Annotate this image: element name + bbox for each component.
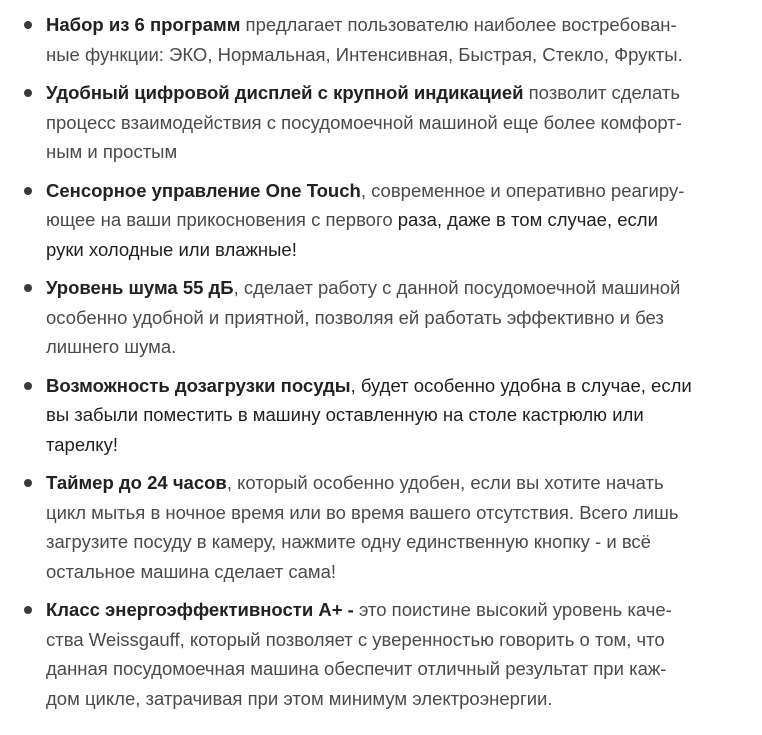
text-line xyxy=(46,595,758,625)
feature-title: Набор из 6 программ xyxy=(46,14,241,35)
feature-description: ные функции: ЭКО, Нормальная, Интенсивная, Быстрая, Стекло, Фрукты. xyxy=(46,43,683,65)
feature-item xyxy=(0,371,762,460)
feature-description: загрузите посуду в камеру, нажмите одну единственную кнопку - и всё xyxy=(46,531,651,552)
text-line xyxy=(46,371,758,401)
feature-item xyxy=(0,176,762,265)
text-line xyxy=(46,625,758,655)
feature-description: лишнего шума. xyxy=(46,336,177,357)
bullet-icon xyxy=(24,187,32,195)
feature-description: особенно удобной и приятной, позволяя ей работать эффективно и без xyxy=(46,306,664,328)
feature-description: , современное и оперативно реагиру- xyxy=(360,179,685,201)
text-line xyxy=(46,332,758,362)
feature-description: цикл мытья в ночное время или во время вашего отсутствия. Всего лишь xyxy=(46,501,679,523)
feature-description: данная посудомоечная машина обеспечит отличный результат при каж- xyxy=(46,658,667,679)
text-line xyxy=(46,235,758,265)
feature-title: Уровень шума 55 дБ xyxy=(46,277,234,298)
feature-item xyxy=(0,595,762,713)
feature-item xyxy=(0,273,762,362)
feature-description: ства Weissgauff, который позволяет с уверенностью говорить о том, что xyxy=(46,628,665,650)
text-line xyxy=(46,400,758,430)
feature-description: позволит сделать xyxy=(523,82,680,103)
text-line xyxy=(46,176,758,206)
feature-description: дом цикле, затрачивая при этом минимум электроэнергии. xyxy=(46,687,553,709)
bullet-icon xyxy=(24,606,32,614)
text-line xyxy=(46,273,758,303)
text-line xyxy=(46,10,758,40)
feature-description: раза, даже в том случае, если xyxy=(397,209,658,230)
feature-title: Класс энергоэффективности A+ - xyxy=(46,599,359,620)
text-line xyxy=(46,527,758,557)
feature-description: предлагает пользователю наиболее востребован- xyxy=(240,14,677,35)
feature-description: , который особенно удобен, если вы хотите начать xyxy=(226,472,664,493)
feature-description: руки холодные или влажные! xyxy=(46,238,297,260)
text-line xyxy=(46,303,758,333)
bullet-icon xyxy=(24,382,32,390)
bullet-icon xyxy=(24,89,32,97)
text-line xyxy=(46,108,758,138)
feature-description: , сделает работу с данной посудомоечной машиной xyxy=(233,277,681,298)
feature-description: ным и простым xyxy=(46,141,178,162)
feature-description: это поистине высокий уровень каче- xyxy=(358,599,672,620)
feature-description: тарелку! xyxy=(46,433,119,455)
feature-item xyxy=(0,10,762,69)
feature-item xyxy=(0,468,762,586)
feature-title: Сенсорное управление One Touch xyxy=(46,179,361,201)
text-line xyxy=(46,684,758,714)
feature-description: вы забыли поместить в машину оставленную на столе кастрюлю или xyxy=(46,404,644,425)
text-line xyxy=(46,654,758,684)
feature-title: Таймер до 24 часов xyxy=(46,472,227,493)
feature-description: ющее на ваши прикосновения с первого xyxy=(46,209,398,230)
text-line xyxy=(46,137,758,167)
text-line xyxy=(46,78,758,108)
bullet-icon xyxy=(24,284,32,292)
text-line xyxy=(46,468,758,498)
bullet-icon xyxy=(24,21,32,29)
text-line xyxy=(46,498,758,528)
feature-item xyxy=(0,78,762,167)
feature-description: остальное машина сделает сама! xyxy=(46,560,337,582)
text-line xyxy=(46,557,758,587)
feature-title: Возможность дозагрузки посуды xyxy=(46,374,351,396)
text-line xyxy=(46,40,758,70)
feature-description: , будет особенно удобна в случае, если xyxy=(350,374,692,396)
feature-description: процесс взаимодействия с посудомоечной машиной еще более комфорт- xyxy=(46,111,682,133)
bullet-icon xyxy=(24,479,32,487)
text-line xyxy=(46,205,758,235)
feature-title: Удобный цифровой дисплей с крупной индикацией xyxy=(46,82,524,103)
text-line xyxy=(46,430,758,460)
